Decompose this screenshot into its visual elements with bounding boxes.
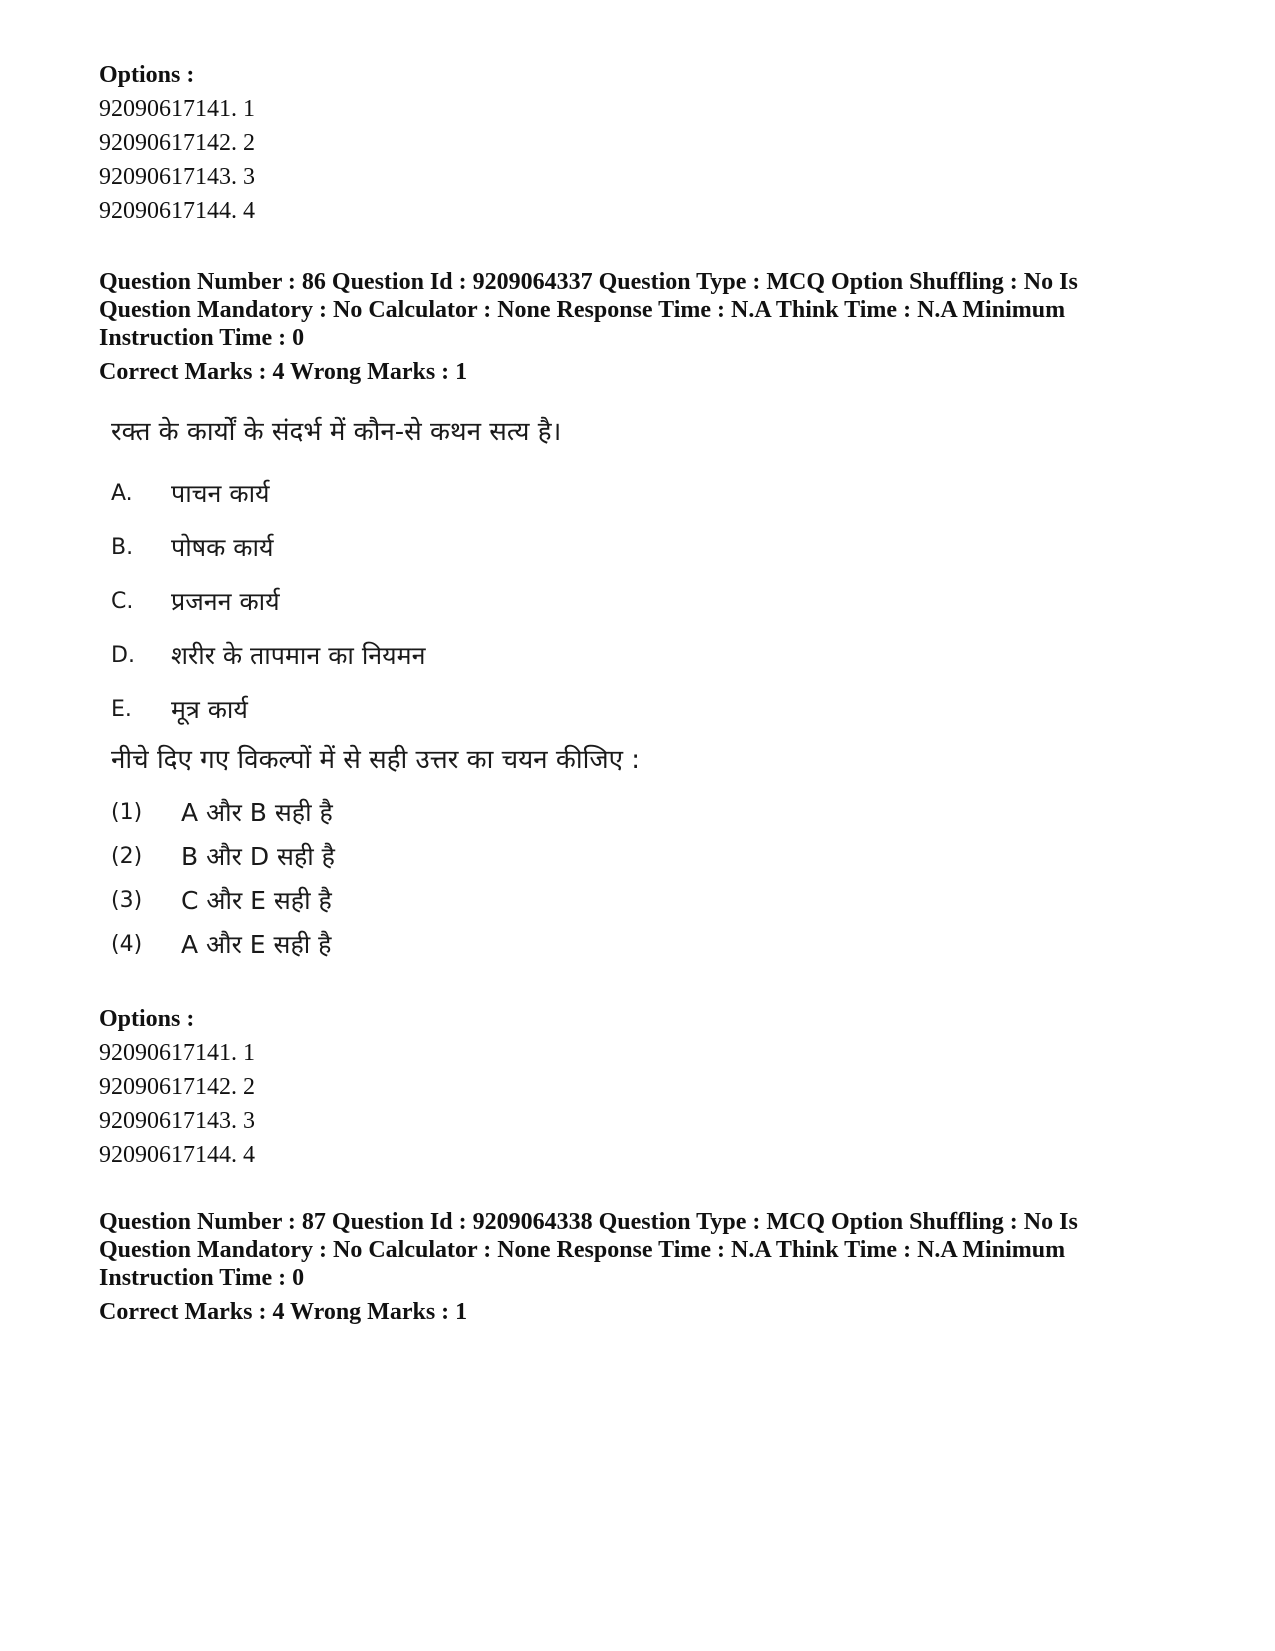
question-header [99, 268, 1179, 352]
answer-choice [111, 834, 1179, 878]
statement-text: प्रजनन कार्य [171, 587, 280, 616]
option-line: 92090617142. 2 [99, 130, 255, 156]
options-title: Options : [99, 1006, 195, 1032]
statement-label: A. [111, 480, 133, 506]
option-line: 92090617144. 4 [99, 198, 255, 224]
choice-text: B और D सही है [181, 842, 335, 871]
statement-text: शरीर के तापमान का नियमन [171, 641, 426, 670]
option-line: 92090617141. 1 [99, 1040, 255, 1066]
marks-line: Correct Marks : 4 Wrong Marks : 1 [99, 359, 468, 385]
question-header-line: Question Number : 86 Question Id : 9209064337 Question Type : MCQ Option Shuffling : No Is [99, 269, 1078, 295]
statement-text: पाचन कार्य [171, 479, 270, 508]
choice-label: (1) [111, 799, 143, 825]
previous-question-options [99, 58, 1179, 228]
answer-choice [111, 878, 1179, 922]
question-header-line: Instruction Time : 0 [99, 325, 305, 351]
question-body [111, 412, 1179, 966]
question-header-line: Instruction Time : 0 [99, 1265, 305, 1291]
question-87 [99, 1208, 1179, 1326]
statement-label: E. [111, 696, 132, 722]
choice-text: A और B सही है [181, 798, 333, 827]
answer-choice [111, 790, 1179, 834]
statement-label: B. [111, 534, 134, 560]
statement-item [111, 520, 1179, 574]
option-line: 92090617141. 1 [99, 96, 255, 122]
question-header-line: Question Number : 87 Question Id : 9209064338 Question Type : MCQ Option Shuffling : No Is [99, 1209, 1078, 1235]
question-stem: रक्त के कार्यों के संदर्भ में कौन-से कथन सत्य है। [111, 417, 562, 447]
question-header [99, 1208, 1179, 1292]
question-instruction: नीचे दिए गए विकल्पों में से सही उत्तर का चयन कीजिए : [111, 745, 641, 775]
options-title: Options : [99, 62, 195, 88]
marks-line: Correct Marks : 4 Wrong Marks : 1 [99, 1299, 468, 1325]
choice-label: (3) [111, 887, 143, 913]
choice-text: C और E सही है [181, 886, 332, 915]
statement-item [111, 682, 1179, 736]
option-line: 92090617143. 3 [99, 164, 255, 190]
statement-item [111, 574, 1179, 628]
statement-label: C. [111, 588, 134, 614]
question-86 [99, 268, 1179, 1172]
statement-item [111, 466, 1179, 520]
statement-text: पोषक कार्य [171, 533, 274, 562]
question-86-options [99, 1002, 1179, 1172]
statement-item [111, 628, 1179, 682]
choice-label: (2) [111, 843, 143, 869]
document-page [99, 58, 1179, 1326]
answer-choice [111, 922, 1179, 966]
choice-label: (4) [111, 931, 143, 957]
question-header-line: Question Mandatory : No Calculator : None Response Time : N.A Think Time : N.A Minimum [99, 1237, 1066, 1263]
statement-text: मूत्र कार्य [171, 695, 248, 724]
option-line: 92090617142. 2 [99, 1074, 255, 1100]
option-line: 92090617143. 3 [99, 1108, 255, 1134]
option-line: 92090617144. 4 [99, 1142, 255, 1168]
question-header-line: Question Mandatory : No Calculator : None Response Time : N.A Think Time : N.A Minimum [99, 297, 1066, 323]
statement-label: D. [111, 642, 135, 668]
choice-text: A और E सही है [181, 930, 332, 959]
